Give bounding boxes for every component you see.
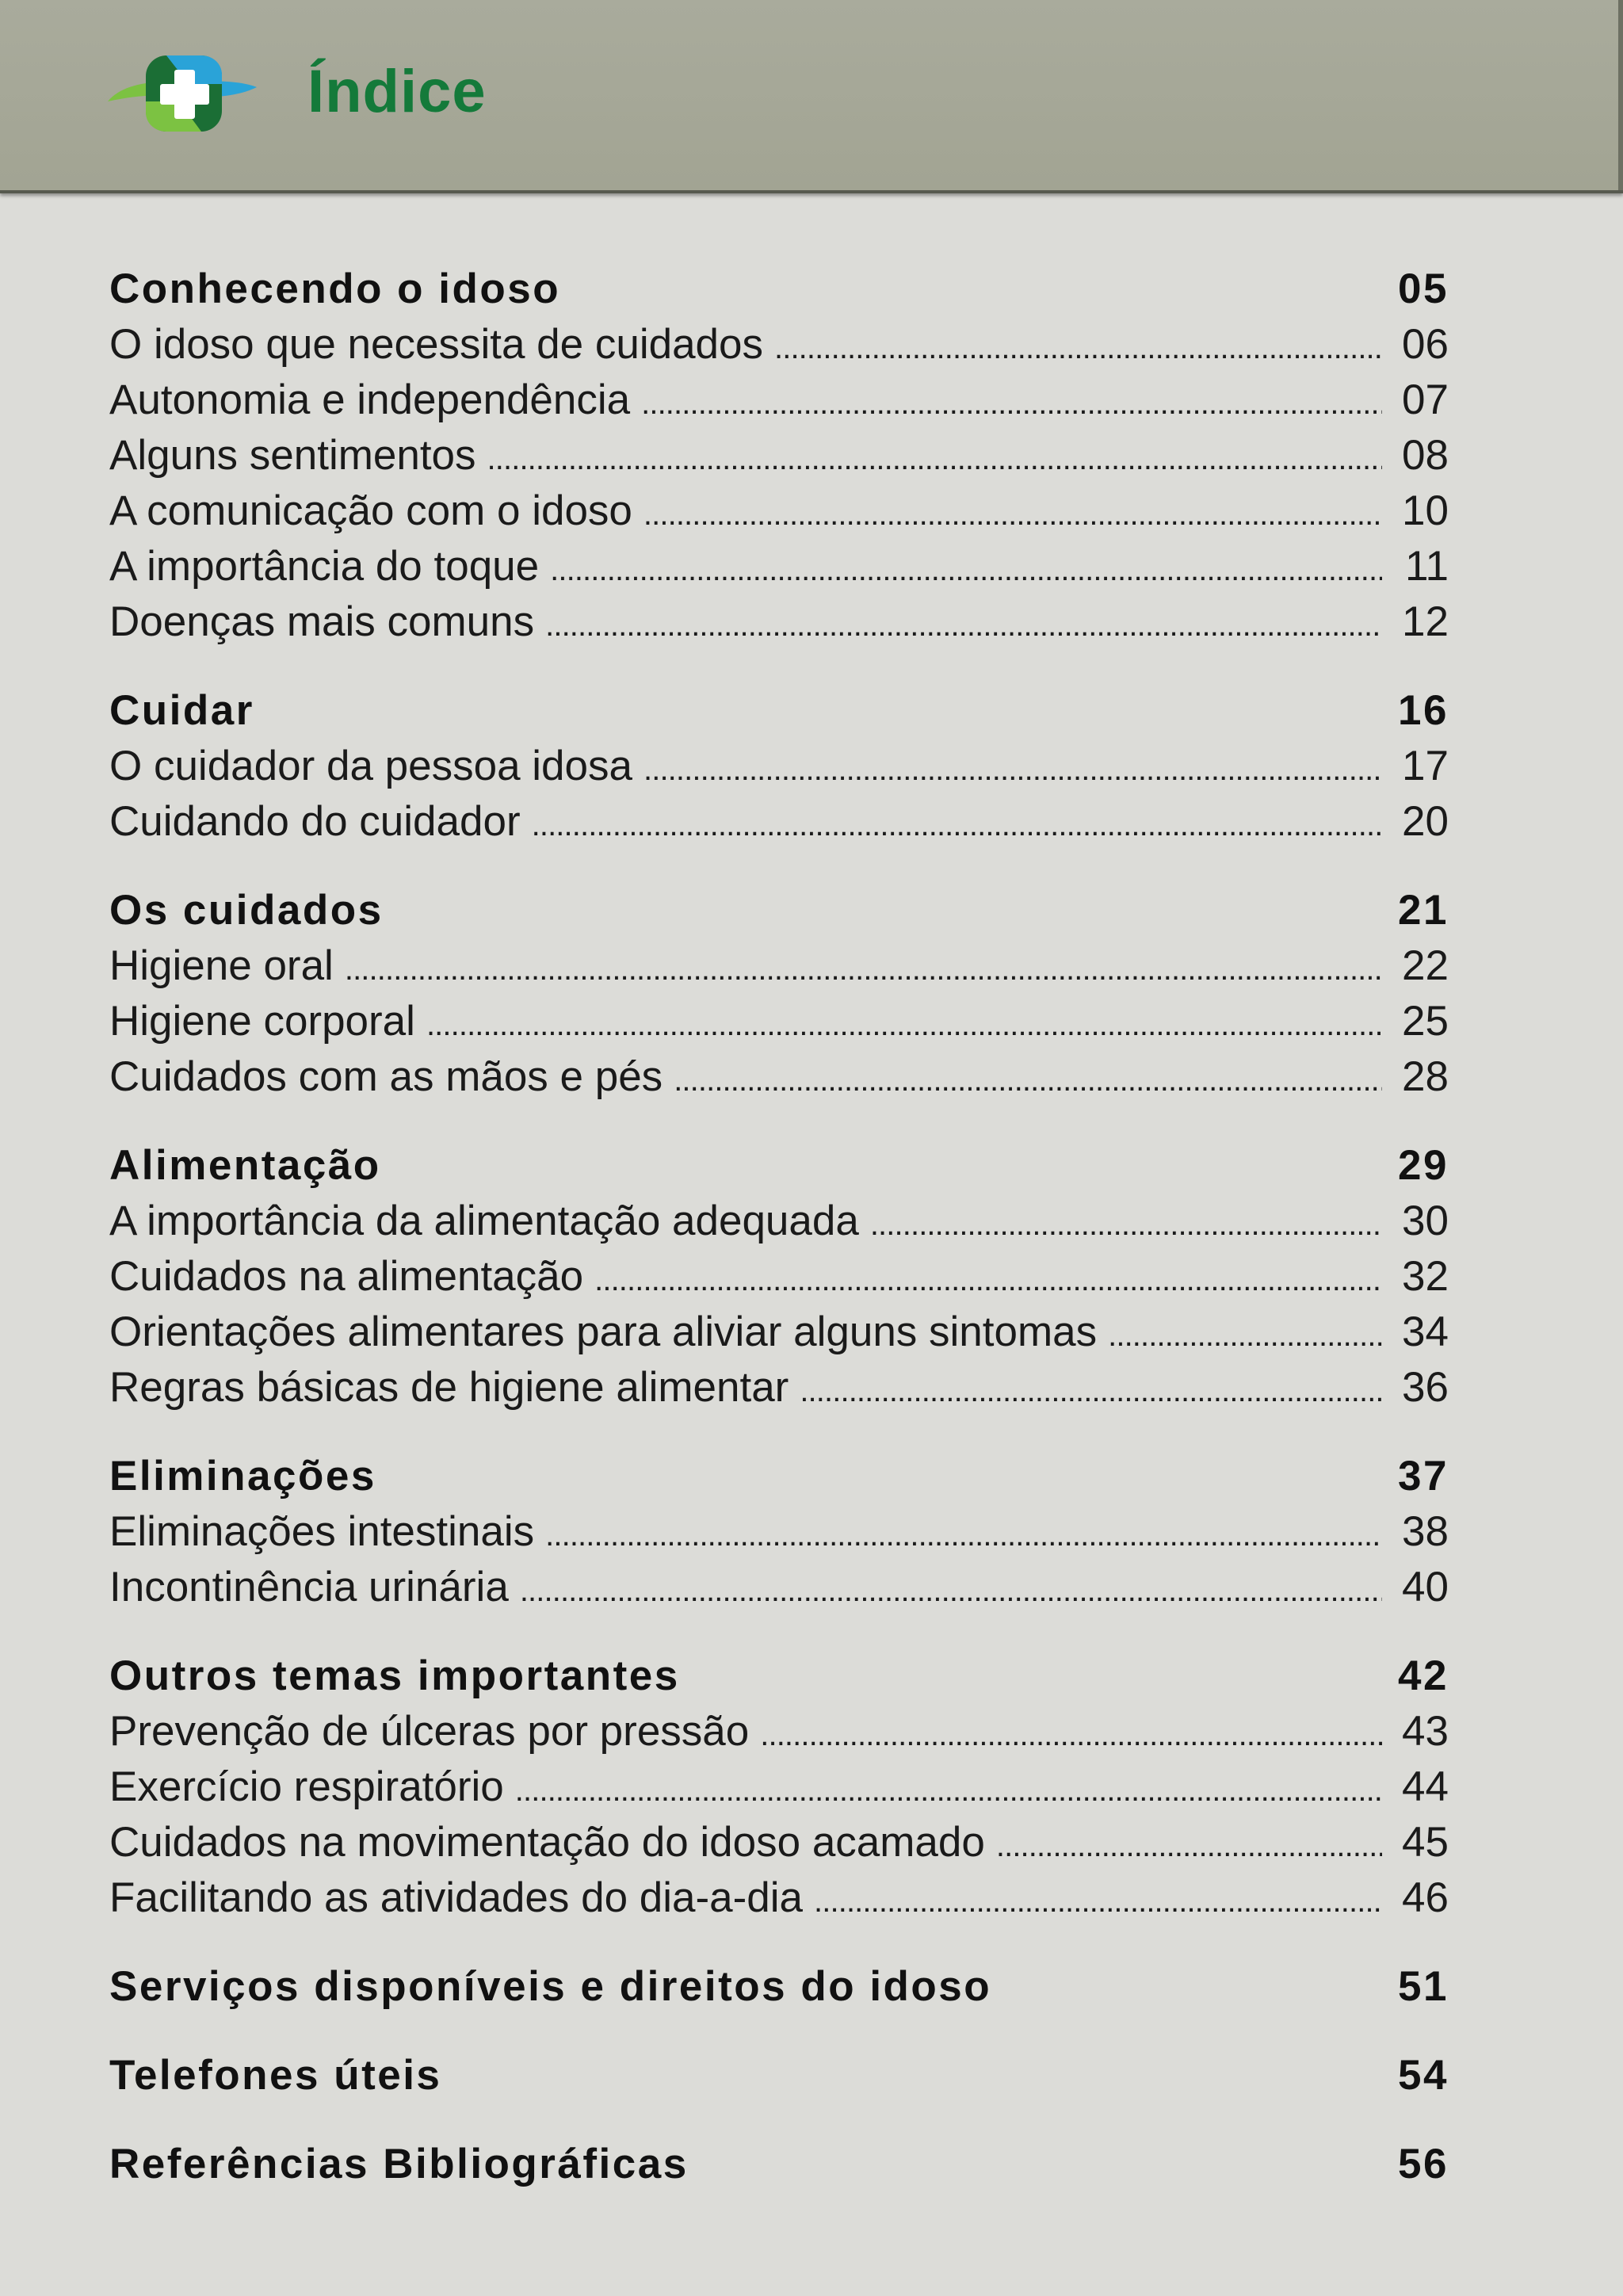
entry-title: Cuidados na alimentação (109, 1253, 584, 1300)
toc-section-heading[interactable] (109, 2048, 1449, 2103)
dot-leader (870, 1194, 1382, 1249)
dot-leader (545, 1504, 1382, 1560)
section-page-number: 54 (1398, 2052, 1449, 2099)
section-page-number: 05 (1398, 266, 1449, 312)
dot-leader (814, 1870, 1382, 1926)
entry-title: Cuidados na movimentação do idoso acamado (109, 1819, 985, 1866)
toc-entry[interactable] (109, 739, 1449, 794)
toc-section (109, 262, 1449, 650)
entry-title: Higiene oral (109, 942, 334, 989)
section-page-number: 29 (1398, 1142, 1449, 1189)
entry-page-number: 45 (1402, 1819, 1449, 1866)
toc-section-heading[interactable] (109, 883, 1449, 938)
toc-entry[interactable] (109, 1504, 1449, 1560)
toc-section (109, 1648, 1449, 1926)
dot-leader (641, 372, 1382, 428)
entry-page-number: 32 (1402, 1253, 1449, 1300)
entry-page-number: 11 (1404, 543, 1449, 590)
dot-leader (515, 1759, 1382, 1815)
entry-title: A comunicação com o idoso (109, 487, 632, 534)
toc-entry[interactable] (109, 1049, 1449, 1105)
dot-leader (545, 594, 1382, 650)
entry-page-number: 28 (1402, 1053, 1449, 1100)
entry-page-number: 12 (1402, 598, 1449, 645)
section-page-number: 21 (1398, 887, 1449, 934)
toc-section (109, 1138, 1449, 1415)
dot-leader (996, 1815, 1382, 1870)
toc-entry[interactable] (109, 372, 1449, 428)
dot-leader (760, 1704, 1382, 1759)
section-title: Telefones úteis (109, 2052, 442, 2099)
dot-leader (674, 1049, 1382, 1105)
entry-page-number: 43 (1402, 1708, 1449, 1755)
entry-title: Higiene corporal (109, 998, 415, 1045)
section-title: Alimentação (109, 1142, 381, 1189)
dot-leader (1108, 1305, 1382, 1360)
entry-page-number: 38 (1402, 1508, 1449, 1555)
entry-title: Regras básicas de higiene alimentar (109, 1364, 789, 1411)
dot-leader (487, 428, 1382, 483)
toc-entry[interactable] (109, 1360, 1449, 1415)
entry-title: A importância da alimentação adequada (109, 1198, 859, 1244)
toc-entry[interactable] (109, 1870, 1449, 1926)
entry-title: Doenças mais comuns (109, 598, 535, 645)
entry-page-number: 34 (1402, 1308, 1449, 1355)
health-cross-logo-icon (106, 52, 258, 133)
toc-entry[interactable] (109, 1759, 1449, 1815)
section-title: Cuidar (109, 687, 254, 734)
entry-page-number: 36 (1402, 1364, 1449, 1411)
toc-section-heading[interactable] (109, 1648, 1449, 1704)
section-title: Os cuidados (109, 887, 384, 934)
dot-leader (426, 994, 1382, 1049)
toc-section-heading[interactable] (109, 2137, 1449, 2192)
toc-section (109, 2048, 1449, 2103)
entry-title: Facilitando as atividades do dia-a-dia (109, 1874, 804, 1921)
section-title: Serviços disponíveis e direitos do idoso (109, 1963, 992, 2010)
entry-page-number: 22 (1402, 942, 1449, 989)
entry-page-number: 46 (1402, 1874, 1449, 1921)
entry-title: Incontinência urinária (109, 1564, 509, 1610)
toc-section (109, 683, 1449, 850)
toc-entry[interactable] (109, 1704, 1449, 1759)
toc-entry[interactable] (109, 1560, 1449, 1615)
toc-entry[interactable] (109, 994, 1449, 1049)
entry-page-number: 20 (1402, 798, 1449, 845)
entry-page-number: 17 (1402, 743, 1449, 789)
entry-page-number: 30 (1402, 1198, 1449, 1244)
toc-section (109, 1449, 1449, 1615)
dot-leader (800, 1360, 1382, 1415)
entry-title: Autonomia e independência (109, 376, 631, 423)
toc-section-heading[interactable] (109, 1449, 1449, 1504)
toc-section-heading[interactable] (109, 683, 1449, 739)
toc-entry[interactable] (109, 317, 1449, 372)
toc-entry[interactable] (109, 1815, 1449, 1870)
dot-leader (594, 1249, 1382, 1305)
entry-page-number: 40 (1402, 1564, 1449, 1610)
dot-leader (532, 794, 1382, 850)
dot-leader (643, 483, 1382, 539)
entry-title: Orientações alimentares para aliviar alguns sintomas (109, 1308, 1098, 1355)
toc-section (109, 883, 1449, 1105)
dot-leader (550, 539, 1382, 594)
entry-title: Cuidando do cuidador (109, 798, 521, 845)
dot-leader (774, 317, 1382, 372)
page-title: Índice (307, 58, 487, 125)
entry-page-number: 08 (1402, 432, 1449, 479)
table-of-contents (109, 262, 1449, 2225)
section-page-number: 42 (1398, 1652, 1449, 1699)
toc-entry[interactable] (109, 428, 1449, 483)
dot-leader (520, 1560, 1382, 1615)
toc-entry[interactable] (109, 938, 1449, 994)
toc-entry[interactable] (109, 1194, 1449, 1249)
entry-page-number: 10 (1402, 487, 1449, 534)
entry-title: Eliminações intestinais (109, 1508, 535, 1555)
entry-title: O cuidador da pessoa idosa (109, 743, 632, 789)
entry-title: O idoso que necessita de cuidados (109, 321, 763, 368)
toc-entry[interactable] (109, 594, 1449, 650)
entry-title: A importância do toque (109, 543, 540, 590)
toc-entry[interactable] (109, 1249, 1449, 1305)
entry-title: Alguns sentimentos (109, 432, 476, 479)
entry-title: Prevenção de úlceras por pressão (109, 1708, 750, 1755)
toc-section (109, 1959, 1449, 2015)
section-title: Conhecendo o idoso (109, 266, 561, 312)
entry-title: Exercício respiratório (109, 1763, 504, 1810)
dot-leader (643, 739, 1382, 794)
toc-section-heading[interactable] (109, 1138, 1449, 1194)
dot-leader (345, 938, 1382, 994)
toc-entry[interactable] (109, 483, 1449, 539)
entry-page-number: 07 (1402, 376, 1449, 423)
section-page-number: 56 (1398, 2141, 1449, 2187)
section-title: Referências Bibliográficas (109, 2141, 689, 2187)
section-page-number: 51 (1398, 1963, 1449, 2010)
section-page-number: 16 (1398, 687, 1449, 734)
header-band (0, 0, 1623, 193)
section-page-number: 37 (1398, 1453, 1449, 1499)
toc-section-heading[interactable] (109, 1959, 1449, 2015)
entry-title: Cuidados com as mãos e pés (109, 1053, 663, 1100)
toc-section-heading[interactable] (109, 262, 1449, 317)
entry-page-number: 06 (1402, 321, 1449, 368)
entry-page-number: 44 (1402, 1763, 1449, 1810)
toc-entry[interactable] (109, 1305, 1449, 1360)
section-title: Outros temas importantes (109, 1652, 680, 1699)
entry-page-number: 25 (1402, 998, 1449, 1045)
toc-section (109, 2137, 1449, 2192)
toc-entry[interactable] (109, 539, 1449, 594)
toc-entry[interactable] (109, 794, 1449, 850)
section-title: Eliminações (109, 1453, 376, 1499)
